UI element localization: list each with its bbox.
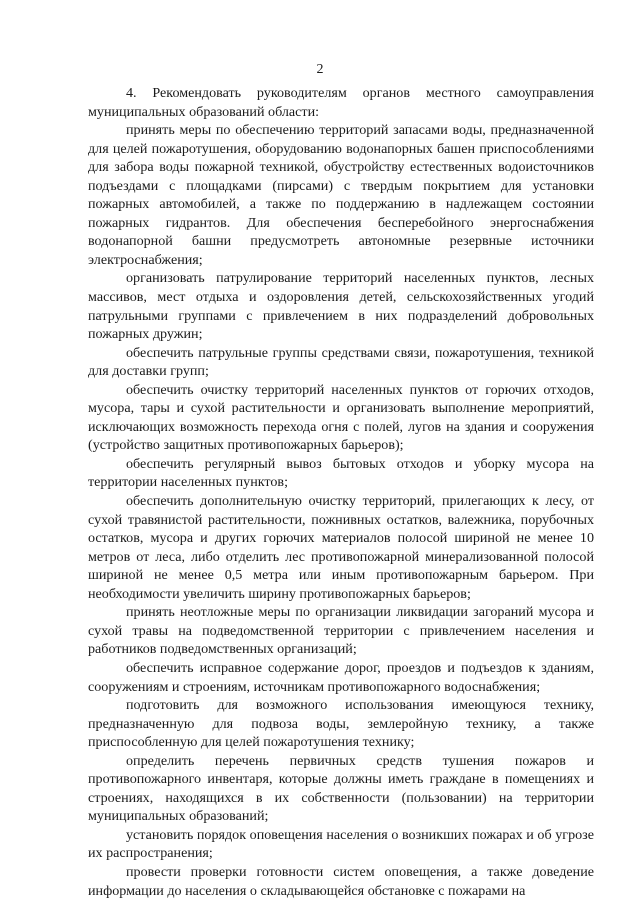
paragraph-notification-order: установить порядок оповещения населения о возникших пожарах и об угрозе их распространения; — [88, 826, 594, 862]
paragraph-waste-removal: обеспечить регулярный вывоз бытовых отходов и уборку мусора на территории населенных пунктов; — [88, 455, 594, 491]
paragraph-primary-means: определить перечень первичных средств тушения пожаров и противопожарного инвентаря, которые должны иметь граждане в помещениях и строениях, находящихся в их собственности (пользовании) на территории муниципальных образований; — [88, 752, 594, 825]
paragraph-readiness-checks: провести проверки готовности систем оповещения, а также доведение информации до населения о складывающейся обстановке с пожарами на — [88, 863, 594, 899]
paragraph-territory-cleaning: обеспечить очистку территорий населенных пунктов от горючих отходов, мусора, тары и сухой растительности и организовать выполнение мероприятий, исключающих возможность перехода огня с полей, лугов на здания и сооружения (устройство защитных противопожарных барьеров); — [88, 381, 594, 454]
paragraph-patrolling: организовать патрулирование территорий населенных пунктов, лесных массивов, мест отдыха и оздоровления детей, сельскохозяйственных угодий патрульными группами с привлечением в них подразделений добровольных пожарных дружин; — [88, 270, 594, 343]
paragraph-fire-liquidation: принять неотложные меры по организации ликвидации загораний мусора и сухой травы на подведомственной территории с привлечением населения и работников подведомственных организаций; — [88, 604, 594, 658]
paragraph-equipment-preparation: подготовить для возможного использования имеющуюся технику, предназначенную для подвоза воды, землеройную технику, а также приспособленную для целей пожаротушения технику; — [88, 697, 594, 751]
page-number: 2 — [316, 62, 324, 77]
paragraph-roads-maintenance: обеспечить исправное содержание дорог, проездов и подъездов к зданиям, сооружениям и строениям, источникам противопожарного водоснабжения; — [88, 659, 594, 695]
paragraph-forest-clearing: обеспечить дополнительную очистку территорий, прилегающих к лесу, от сухой травянистой растительности, пожнивных остатков, валежника, порубочных остатков, мусора и других горючих материалов полосой шириной не менее 10 метров от леса, либо отделить лес противопожарной минерализованной полосой шириной не менее 0,5 метра или иным противопожарным барьером. При необходимости увеличить ширину противопожарных барьеров; — [88, 493, 594, 602]
paragraph-item-4: 4. Рекомендовать руководителям органов местного самоуправления муниципальных образований области: — [88, 85, 594, 120]
paragraph-patrol-equipment: обеспечить патрульные группы средствами связи, пожаротушения, техникой для доставки групп; — [88, 344, 594, 380]
document-body — [88, 84, 594, 900]
paragraph-water-supply: принять меры по обеспечению территорий запасами воды, предназначенной для целей пожаротушения, оборудованию водонапорных башен приспособлениями для забора воды пожарной техникой, обустройству естественных водоисточников подъездами с площадками (пирсами) с твердым покрытием для установки пожарных автомобилей, а также по поддержанию в надлежащем состоянии пожарных гидрантов. Для обеспечения бесперебойного энергоснабжения водонапорной башни предусмотреть автономные резервные источники электроснабжения; — [88, 122, 594, 268]
